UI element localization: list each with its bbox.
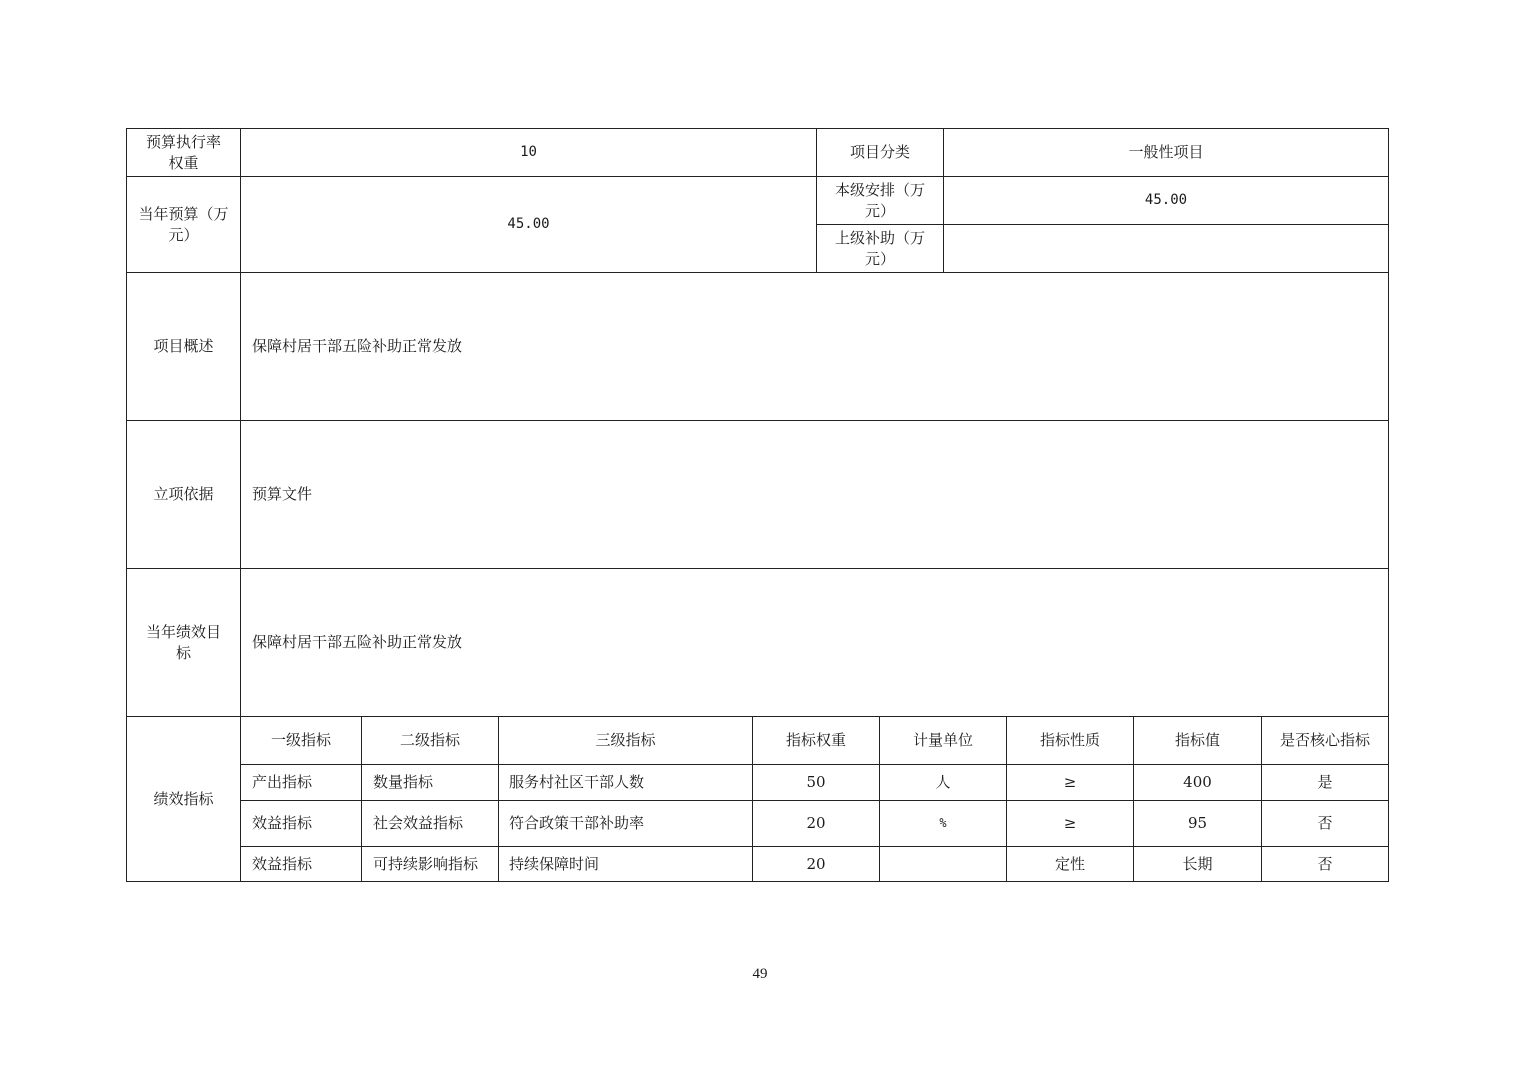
perf-cell: 社会效益指标 — [373, 814, 464, 832]
perf-cell: 是 — [1317, 773, 1333, 791]
goal-label: 当年绩效目 标 — [145, 622, 221, 662]
overview-value: 保障村居干部五险补助正常发放 — [252, 337, 463, 355]
perf-cell: 50 — [806, 773, 826, 791]
goal-value: 保障村居干部五险补助正常发放 — [252, 633, 463, 651]
perf-cell — [880, 847, 1006, 881]
perf-cell: 产出指标 — [252, 773, 313, 791]
local-label: 本级安排（万 元） — [834, 180, 925, 220]
perf-header: 指标值 — [1174, 731, 1220, 749]
perf-cell: 否 — [1317, 814, 1333, 832]
perf-header: 指标性质 — [1039, 731, 1100, 749]
perf-header: 一级指标 — [270, 731, 331, 749]
perf-cell: 符合政策干部补助率 — [509, 814, 645, 832]
perf-cell: 长期 — [1182, 854, 1213, 873]
category-label: 项目分类 — [849, 143, 910, 161]
exec-rate-weight-label: 预算执行率 权重 — [145, 132, 221, 172]
basis-value: 预算文件 — [252, 485, 313, 503]
perf-cell: 20 — [806, 854, 826, 873]
page-number: 49 — [752, 966, 768, 982]
perf-cell: 持续保障时间 — [509, 854, 600, 873]
perf-cell: ≥ — [1063, 773, 1077, 791]
perf-cell: 效益指标 — [252, 854, 313, 873]
performance-table — [126, 128, 1389, 882]
perf-cell: 定性 — [1054, 854, 1085, 873]
perf-header: 二级指标 — [399, 731, 460, 749]
budget-label: 当年预算（万 元） — [138, 204, 229, 244]
perf-header: 三级指标 — [595, 731, 656, 749]
perf-cell: 人 — [935, 773, 951, 791]
category-value: 一般性项目 — [1128, 143, 1204, 161]
upper-label: 上级补助（万 元） — [834, 228, 925, 268]
perf-cell: 可持续影响指标 — [373, 854, 479, 873]
perf-header: 指标权重 — [785, 731, 846, 749]
exec-rate-weight-value: 10 — [520, 144, 537, 160]
perf-cell: % — [939, 816, 947, 830]
perf-label: 绩效指标 — [153, 789, 214, 808]
basis-label: 立项依据 — [153, 485, 214, 503]
perf-cell: 95 — [1187, 814, 1208, 832]
perf-cell: 效益指标 — [252, 814, 313, 832]
overview-label: 项目概述 — [153, 337, 214, 355]
local-value: 45.00 — [1144, 192, 1188, 208]
perf-header: 是否核心指标 — [1279, 731, 1370, 749]
perf-cell: 400 — [1183, 773, 1212, 791]
perf-header: 计量单位 — [912, 731, 973, 749]
perf-cell: 否 — [1317, 854, 1333, 873]
perf-cell: 服务村社区干部人数 — [509, 773, 645, 791]
budget-value: 45.00 — [507, 216, 550, 232]
perf-cell: 数量指标 — [373, 773, 434, 791]
perf-cell: ≥ — [1063, 814, 1077, 832]
upper-value — [944, 225, 1388, 272]
perf-cell: 20 — [806, 814, 826, 832]
